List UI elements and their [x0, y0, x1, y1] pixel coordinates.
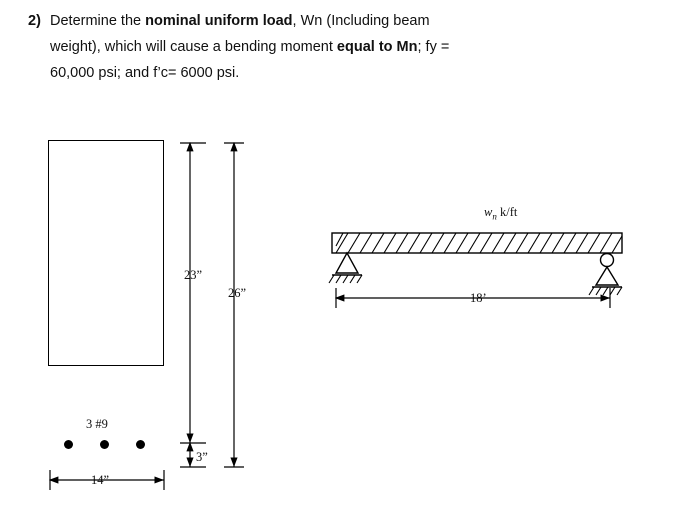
rebar-dot [136, 440, 145, 449]
dimension-total-depth-label: 26” [228, 286, 247, 300]
pin-support-left [329, 253, 362, 283]
roller-support-right [589, 254, 622, 296]
problem-number: 2) [28, 13, 41, 29]
problem-row [28, 8, 648, 86]
beam-elevation [329, 233, 622, 308]
dimension-cover-label: 3” [196, 450, 208, 464]
problem-line-1-part-3: , Wn (Including beam [292, 13, 430, 29]
rebar-label: 3 #9 [86, 417, 108, 431]
rebar-dot [64, 440, 73, 449]
span-dimension-line [336, 288, 610, 308]
uniform-load-subscript: n [492, 211, 497, 222]
problem-line-1-part-2: nominal uniform load [145, 13, 293, 29]
problem-line-1-part-1: Determine the [50, 13, 146, 29]
problem-line-2-part-2: equal to Mn [336, 39, 418, 55]
dimension-total-depth-line [224, 143, 247, 467]
problem-line-3 [50, 60, 648, 86]
problem-line-2-part-1: weight), which will cause a bending moment [50, 39, 337, 55]
uniform-load-units: k/ft [496, 205, 518, 219]
problem-text [50, 8, 648, 86]
rebar-dot [100, 440, 109, 449]
uniform-load-symbol: w [484, 205, 493, 219]
span-length-label: 18’ [466, 291, 491, 306]
problem-line-3-part-1: 60,000 psi; and f’c= 6000 psi. [50, 65, 240, 81]
problem-line-1 [50, 8, 648, 34]
dimension-effective-depth-label: 23” [184, 268, 203, 282]
problem-line-2-part-3: ; fy = [417, 39, 450, 55]
problem-statement [28, 8, 648, 86]
dimension-width-label: 14” [91, 473, 110, 487]
dimension-effective-depth-line [180, 143, 206, 443]
figures-area [0, 125, 679, 487]
figure-linework [0, 125, 679, 405]
problem-line-2 [50, 34, 648, 60]
